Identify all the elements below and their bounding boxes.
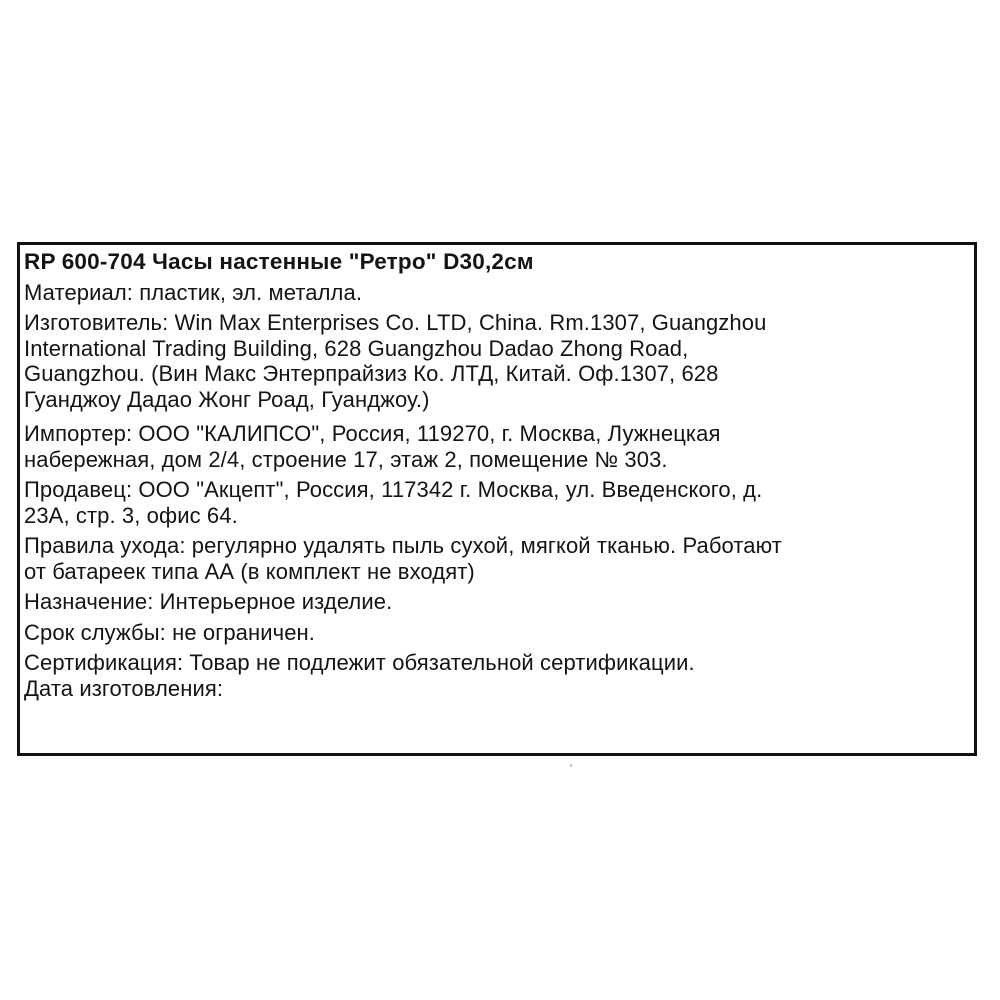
care-line-1: Правила ухода: регулярно удалять пыль сухой, мягкой тканью. Работают — [24, 533, 782, 558]
manufacturer-block — [20, 310, 974, 412]
material-line: Материал: пластик, эл. металла. — [24, 279, 363, 305]
manufacturer-line-2: International Trading Building, 628 Guangzhou Dadao Zhong Road, — [24, 335, 689, 361]
care-block — [20, 533, 974, 584]
dust-speck — [570, 764, 572, 767]
seller-block — [20, 477, 974, 528]
manufacturer-line-1: Изготовитель: Win Max Enterprises Co. LTD, China. Rm.1307, Guangzhou — [24, 310, 767, 335]
purpose-line: Назначение: Интерьерное изделие. — [24, 589, 393, 614]
manufacturer-line-3: Guangzhou. (Вин Макс Энтерпрайзиз Ко. ЛТД, Китай. Оф.1307, 628 — [24, 361, 719, 386]
seller-line-1: Продавец: ООО "Акцепт", Россия, 117342 г. Москва, ул. Введенского, д. — [24, 477, 763, 502]
importer-line-2: набережная, дом 2/4, строение 17, этаж 2, помещение № 303. — [24, 446, 668, 472]
service-life-line: Срок службы: не ограничен. — [24, 619, 316, 645]
importer-line-1: Импортер: ООО "КАЛИПСО", Россия, 119270, г. Москва, Лужнецкая — [24, 421, 721, 446]
seller-line-2: 23А, стр. 3, офис 64. — [24, 502, 238, 528]
certification-line: Сертификация: Товар не подлежит обязательной сертификации. — [24, 650, 695, 675]
care-line-2: от батареек типа АА (в комплект не входят) — [24, 558, 475, 584]
product-title: RP 600-704 Часы настенные "Ретро" D30,2см — [24, 249, 534, 274]
manufacture-date-line: Дата изготовления: — [24, 675, 224, 701]
manufacturer-line-4: Гуанджоу Дадао Жонг Роад, Гуанджоу.) — [24, 386, 430, 412]
importer-block — [20, 421, 974, 472]
product-label — [17, 242, 977, 756]
